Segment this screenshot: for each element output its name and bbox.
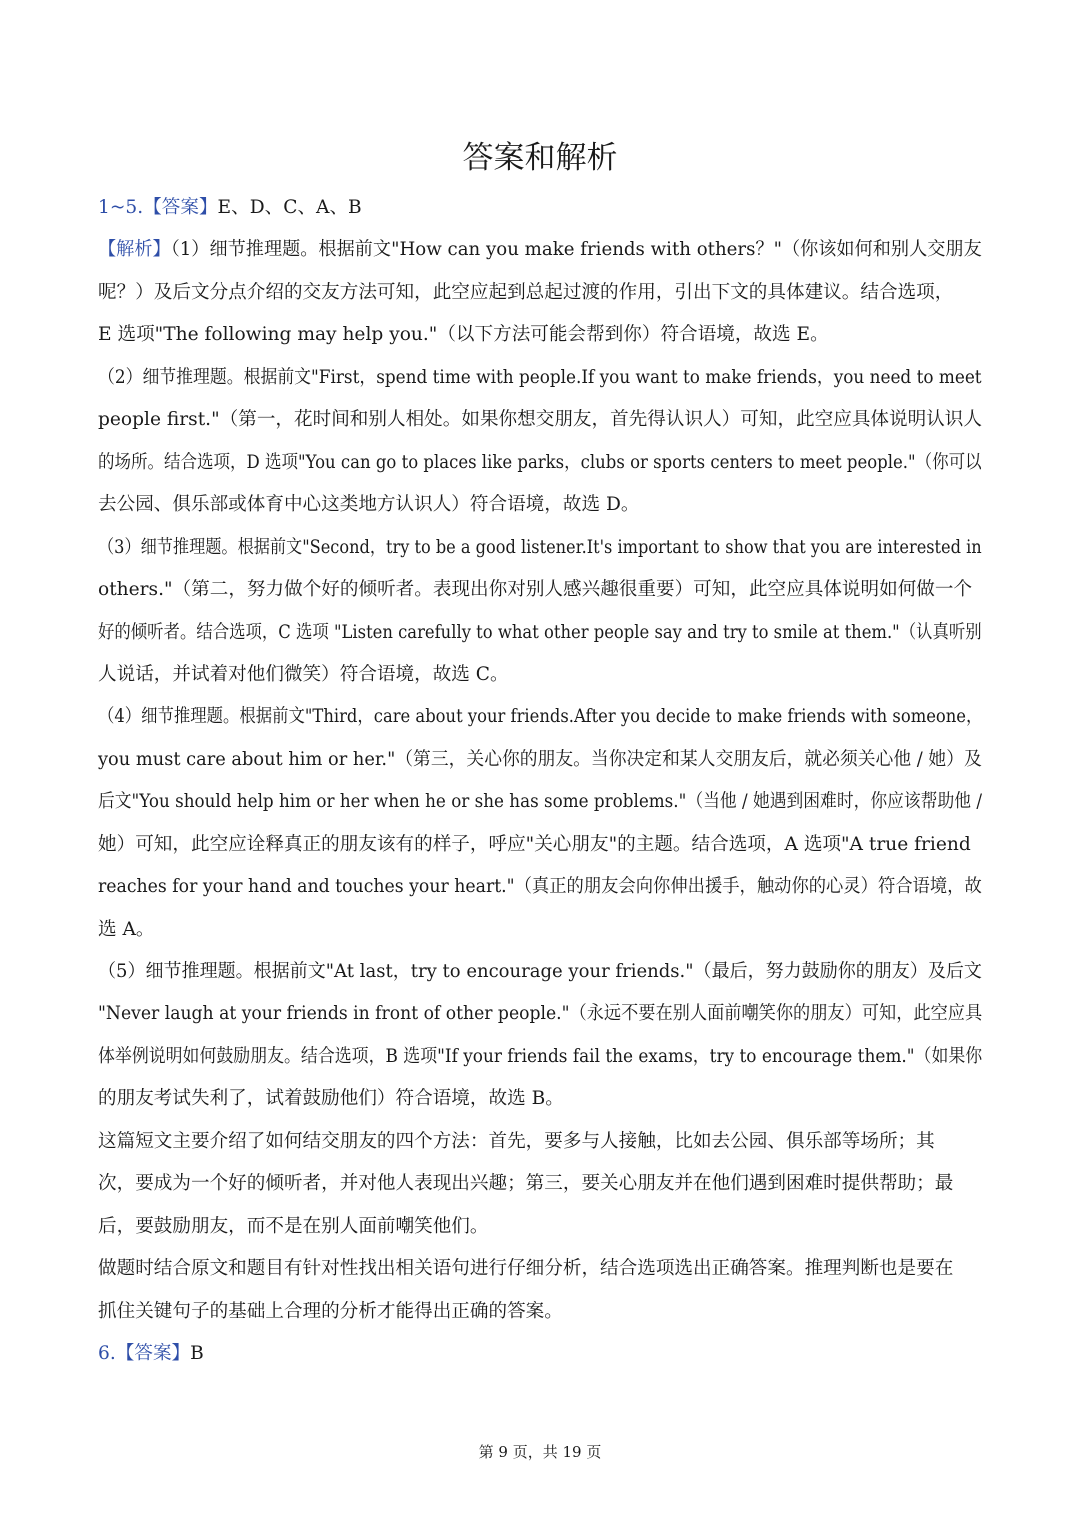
analysis-line: 人说话，并试着对他们微笑）符合语境，故选 C。 bbox=[98, 664, 509, 685]
summary-line: 次，要成为一个好的倾听者，并对他人表现出兴趣；第三，要关心朋友并在他们遇到困难时提供帮助；最 bbox=[98, 1173, 954, 1194]
page-footer: 第 9 页，共 19 页 bbox=[478, 1443, 602, 1461]
analysis-line: 好的倾听者。结合选项，C 选项 "Listen carefully to what other people say and try to smile at them."（认真听别 bbox=[98, 622, 982, 643]
analysis-line: reaches for your hand and touches your heart."（真正的朋友会向你伸出援手，触动你的心灵）符合语境，故 bbox=[98, 876, 982, 897]
analysis-line: （3）细节推理题。根据前文"Second，try to be a good listener.It's important to show that you are interested in bbox=[98, 537, 982, 558]
analysis-line: （4）细节推理题。根据前文"Third，care about your friends.After you decide to make friends with someone， bbox=[98, 706, 983, 727]
analysis-line: E 选项"The following may help you."（以下方法可能会帮到你）符合语境，故选 E。 bbox=[98, 324, 829, 345]
tip-line: 抓住关键句子的基础上合理的分析才能得出正确的答案。 bbox=[98, 1301, 563, 1322]
summary-line: 后，要鼓励朋友，而不是在别人面前嘲笑他们。 bbox=[98, 1216, 489, 1237]
analysis-line: 的场所。结合选项，D 选项"You can go to places like parks，clubs or sports centers to meet people."（你可以 bbox=[98, 452, 982, 473]
question-number: 1~5. bbox=[98, 197, 144, 218]
analysis-line: 后文"You should help him or her when he or she has some problems."（当他 / 她遇到困难时，你应该帮助他 / bbox=[98, 791, 982, 812]
analysis-line: （2）细节推理题。根据前文"First，spend time with people.If you want to make friends，you need to meet bbox=[98, 367, 982, 388]
summary-line: 这篇短文主要介绍了如何结交朋友的四个方法：首先，要多与人接触，比如去公园、俱乐部等场所；其 bbox=[98, 1131, 935, 1152]
analysis-line: 体举例说明如何鼓励朋友。结合选项，B 选项"If your friends fail the exams，try to encourage them."（如果你 bbox=[98, 1046, 983, 1067]
answer-value: B bbox=[190, 1343, 204, 1364]
analysis-line: 她）可知，此空应诠释真正的朋友该有的样子，呼应"关心朋友"的主题。结合选项，A 选项"A true friend bbox=[98, 834, 971, 855]
analysis-line: （5）细节推理题。根据前文"At last，try to encourage your friends."（最后，努力鼓励你的朋友）及后文 bbox=[98, 961, 982, 982]
analysis-line: "Never laugh at your friends in front of other people."（永远不要在别人面前嘲笑你的朋友）可知，此空应具 bbox=[98, 1003, 983, 1024]
answer-line-q1-5 bbox=[98, 187, 362, 229]
analysis-line: people first."（第一，花时间和别人相处。如果你想交朋友，首先得认识人）可知，此空应具体说明认识人 bbox=[98, 409, 982, 430]
analysis-line: you must care about him or her."（第三，关心你的朋友。当你决定和某人交朋友后，就必须关心他 / 她）及 bbox=[98, 749, 982, 770]
analysis-line: 选 A。 bbox=[98, 919, 155, 940]
analysis-text: （1）细节推理题。根据前文"How can you make friends with others？"（你该如何和别人交朋友 bbox=[170, 239, 982, 260]
answer-value: E、D、C、A、B bbox=[217, 197, 362, 218]
analysis-line: 的朋友考试失利了，试着鼓励他们）符合语境，故选 B。 bbox=[98, 1088, 564, 1109]
answer-tag: 【答案】 bbox=[115, 1343, 191, 1364]
analysis-line: 去公园、俱乐部或体育中心这类地方认识人）符合语境，故选 D。 bbox=[98, 494, 640, 515]
analysis-line: 呢？）及后文分点介绍的交友方法可知，此空应起到总起过渡的作用，引出下文的具体建议。结合选项， bbox=[98, 282, 954, 303]
tip-line: 做题时结合原文和题目有针对性找出相关语句进行仔细分析，结合选项选出正确答案。推理判断也是要在 bbox=[98, 1258, 954, 1279]
analysis-tag: 【解析】 bbox=[98, 239, 171, 260]
answer-tag: 【答案】 bbox=[143, 197, 218, 218]
page-title: 答案和解析 bbox=[462, 140, 618, 176]
analysis-line bbox=[98, 229, 982, 271]
answer-line-q6 bbox=[98, 1333, 204, 1375]
question-number: 6. bbox=[98, 1343, 116, 1364]
analysis-line: others."（第二，努力做个好的倾听者。表现出你对别人感兴趣很重要）可知，此空应具体说明如何做一个 bbox=[98, 579, 973, 600]
